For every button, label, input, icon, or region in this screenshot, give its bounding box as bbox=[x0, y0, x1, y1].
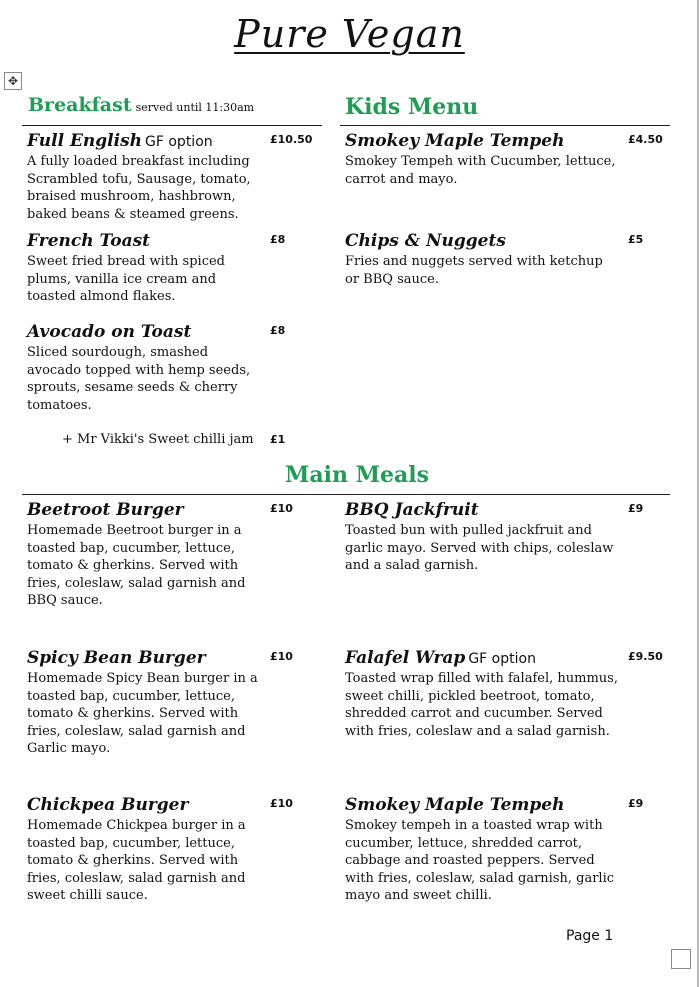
breakfast-heading bbox=[28, 94, 254, 116]
item-name: Spicy Bean Burger bbox=[27, 648, 206, 668]
item-desc: Smokey Tempeh with Cucumber, lettuce, carrot and mayo. bbox=[345, 154, 616, 187]
item-name: Chickpea Burger bbox=[27, 795, 189, 815]
item-price: £10 bbox=[270, 797, 293, 810]
item-name: Avocado on Toast bbox=[27, 322, 192, 342]
item-name: Beetroot Burger bbox=[27, 500, 184, 520]
item-desc: Sliced sourdough, smashed avocado topped with hemp seeds, sprouts, sesame seeds & cherry tomatoes. bbox=[27, 345, 251, 413]
kids-rule bbox=[340, 125, 670, 126]
menu-item bbox=[27, 500, 262, 610]
item-name: French Toast bbox=[27, 231, 151, 251]
move-handle-icon[interactable]: ✥ bbox=[4, 72, 22, 90]
addon-price: £1 bbox=[270, 433, 286, 446]
menu-title: Pure Vegan bbox=[234, 12, 465, 56]
item-name: Full English GF option bbox=[27, 131, 213, 151]
item-name: Smokey Maple Tempeh bbox=[345, 795, 565, 815]
item-price: £10.50 bbox=[270, 133, 313, 146]
menu-item bbox=[27, 322, 262, 414]
item-desc: Smokey tempeh in a toasted wrap with cucumber, lettuce, shredded carrot, cabbage and roasted peppers. Served with fries, coleslaw, salad garnish, garlic mayo and sweet chilli. bbox=[345, 818, 615, 904]
kids-heading: Kids Menu bbox=[345, 94, 479, 120]
item-desc: Homemade Spicy Bean burger in a toasted bap, cucumber, lettuce, tomato & gherkins. Served with fries, coleslaw, salad garnish and Garlic mayo. bbox=[27, 671, 258, 757]
breakfast-note: served until 11:30am bbox=[135, 101, 255, 114]
item-price: £10 bbox=[270, 650, 293, 663]
item-desc: Fries and nuggets served with ketchup or BBQ sauce. bbox=[345, 254, 603, 287]
menu-item bbox=[27, 131, 262, 223]
item-name: Chips & Nuggets bbox=[345, 231, 506, 251]
item-desc: A fully loaded breakfast including Scrambled tofu, Sausage, tomato, braised mushroom, hashbrown, baked beans & steamed greens. bbox=[27, 154, 251, 222]
breakfast-title: Breakfast bbox=[28, 94, 132, 116]
menu-item bbox=[27, 795, 262, 905]
menu-item bbox=[27, 231, 262, 306]
item-desc: Homemade Chickpea burger in a toasted bap, cucumber, lettuce, tomato & gherkins. Served with fries, coleslaw, salad garnish and sweet chilli sauce. bbox=[27, 818, 246, 904]
breakfast-rule bbox=[22, 125, 322, 126]
item-price: £9 bbox=[628, 502, 644, 515]
item-price: £4.50 bbox=[628, 133, 663, 146]
menu-item bbox=[345, 500, 620, 575]
menu-item bbox=[345, 131, 620, 188]
item-desc: Toasted wrap filled with falafel, hummus, sweet chilli, pickled beetroot, tomato, shredded carrot and cucumber. Served with fries, coleslaw and a salad garnish. bbox=[345, 671, 618, 739]
item-option: GF option bbox=[468, 651, 536, 667]
item-price: £5 bbox=[628, 233, 644, 246]
item-price: £9 bbox=[628, 797, 644, 810]
menu-item bbox=[27, 648, 262, 758]
item-name: Falafel Wrap GF option bbox=[345, 648, 536, 668]
item-price: £9.50 bbox=[628, 650, 663, 663]
item-desc: Sweet fried bread with spiced plums, vanilla ice cream and toasted almond flakes. bbox=[27, 254, 226, 305]
item-price: £10 bbox=[270, 502, 293, 515]
page-number: Page 1 bbox=[566, 928, 614, 944]
main-rule bbox=[22, 494, 670, 495]
item-option: GF option bbox=[145, 134, 213, 150]
item-desc: Toasted bun with pulled jackfruit and garlic mayo. Served with chips, coleslaw and a salad garnish. bbox=[345, 523, 614, 574]
menu-item bbox=[345, 648, 620, 740]
menu-item bbox=[345, 795, 620, 905]
resize-box-icon[interactable] bbox=[671, 949, 691, 969]
addon-label: + Mr Vikki's Sweet chilli jam bbox=[62, 432, 254, 447]
item-desc: Homemade Beetroot burger in a toasted bap, cucumber, lettuce, tomato & gherkins. Served with fries, coleslaw, salad garnish and BBQ sauce. bbox=[27, 523, 246, 609]
item-name: BBQ Jackfruit bbox=[345, 500, 479, 520]
item-price: £8 bbox=[270, 233, 286, 246]
item-name: Smokey Maple Tempeh bbox=[345, 131, 565, 151]
main-heading: Main Meals bbox=[285, 462, 429, 488]
menu-item bbox=[345, 231, 620, 288]
item-price: £8 bbox=[270, 324, 286, 337]
